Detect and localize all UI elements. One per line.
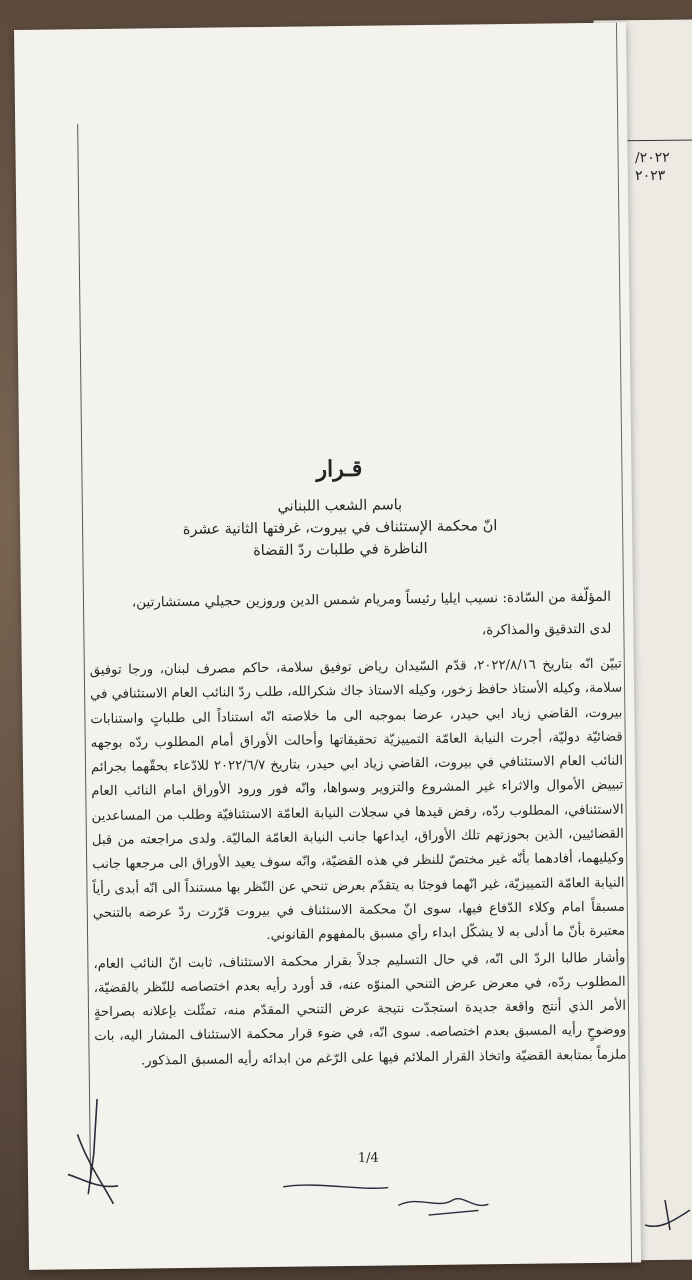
paragraph-1: تبيّن انّه بتاريخ ٢٠٢٢/٨/١٦، قدّم السّيدان رياض توفيق سلامة، حاكم مصرف لبنان، ورجا توفيق سلامة، وكيله الأستاذ حافظ زخور، وكيله الاستاذ جاك شكرالله، طلب ردّ النائب العام الاستئنافي في بيروت، القاضي زياد ابي حيدر، عرضا بموجبه الى ما خلاصته انّه استناداً الى طلباتٍ واستنابات قضائيّة دوليّة، أجرت النيابة العامّة التمييزيّة تحقيقاتها وأحالت الأوراق أمام المطلوب ردّه بوجهه النائب العام الاستئنافي في بيروت، القاضي زياد ابي حيدر، بتاريخ ٢٠٢٢/٦/٧ للادّعاء بحقّهما بجرائم تبييض الأموال والاثراء غير المشروع والتزوير وسواها، وانّه فور ورود الأوراق امام النائب العام الاستئنافي، المطلوب ردّه، رفض قيدها في سجلات النيابة العامّة الاستئنافيّة وطلب من المساعدين القضائيين، الذين بحوزتهم تلك الأوراق، ايداعها جانب النيابة العامّة الماليّة. ولدى مراجعته من قبل وكيليهما، أفادهما بأنّه غير مختصّ للنظر في هذه القضيّة، وانّه سوف يعيد الأوراق الى مرجعها جانب النيابة العامّة التمييزيّة، غير انّهما فوجئا به يتقدّم بعرض تنحي عن النّظر بها مستنداً الى انّه أبدى رأياً مسبقاً امام وكلاء الدّفاع فيها، سوى انّ محكمة الاستئناف في بيروت قرّرت ردّ عرضه بالتنحي معتبرة بأنّ ما أدلى به لا يشكّل ابداء رأي مسبق بالمفهوم القانوني. xyxy=(89,656,626,944)
chamber-line: الناظرة في طلبات ردّ القضاة xyxy=(253,540,428,560)
decision-title: قـرار xyxy=(316,455,363,483)
paragraph-2: وأشار طالبا الردّ الى انّه، في حال التسليم جدلاً بقرار محكمة الاستئناف، ثابت انّ النائب العام، المطلوب ردّه، في معرض عرض التنحي المنوّه عنه، قد أورد رأيه بعدم اختصاصه للنّظر بالقضيّة، الأمر الذي أنتج واقعة جديدة استجدّت نتيجة عرض التنحي المقدّم منه، تمثّلت بإعلانه بصراحةٍ ووضوحٍ رأيه المسبق بعدم اختصاصه. سوى انّه، في ضوء قرار محكمة الاستئناف المشار اليه، بات ملزماً بمتابعة القضيّة واتخاذ القرار الملائم فيها على الرّغم من ابدائه رأيه المسبق المذكور. xyxy=(93,950,627,1069)
page-number: 1/4 xyxy=(357,1150,379,1166)
decision-body xyxy=(90,653,627,1075)
left-margin-signature xyxy=(57,1094,128,1215)
margin-line xyxy=(77,124,91,1184)
document-page xyxy=(14,23,641,1270)
right-edge-signature xyxy=(640,1190,692,1240)
underlying-page-rule xyxy=(617,139,692,141)
panel-composition: المؤلّفة من السّادة: نسيب ايليا رئيساً ومريام شمس الدين وروزين حجيلي مستشارتين، xyxy=(131,588,612,611)
underlying-date-1: ٢٠٢٢/ xyxy=(634,149,670,167)
bottom-signature xyxy=(278,1164,509,1227)
review-line: لدى التدقيق والمذاكرة، xyxy=(481,620,612,639)
underlying-date-2: ٢٠٢٣ xyxy=(635,167,666,185)
court-line: انّ محكمة الإستئناف في بيروت، غرفتها الثانية عشرة xyxy=(182,518,498,538)
in-the-name-line: باسم الشعب اللبناني xyxy=(277,497,403,515)
